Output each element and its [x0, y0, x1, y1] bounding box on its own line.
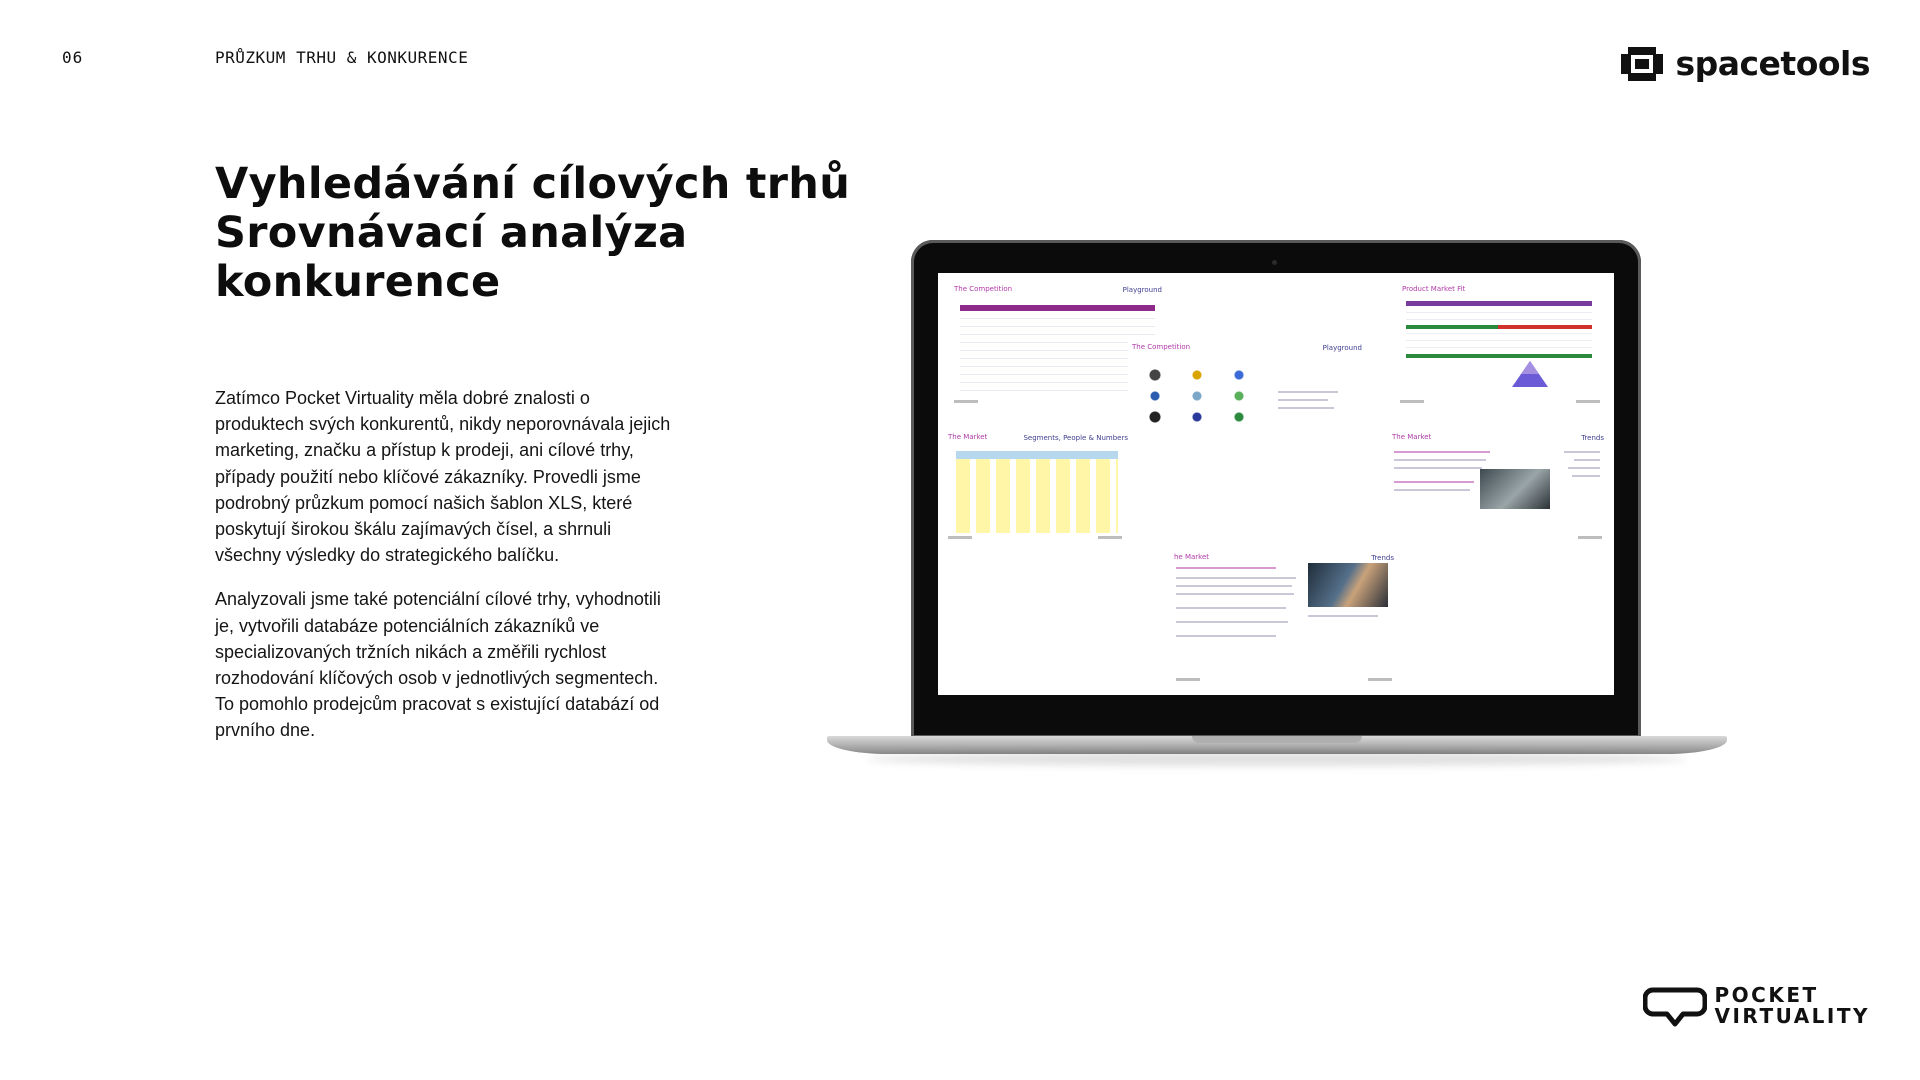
mini-text-line [1176, 607, 1286, 609]
mini-slide-product-market-fit [1392, 281, 1608, 409]
mini-text-line [1564, 451, 1600, 453]
mini-text-line [1394, 489, 1470, 491]
mini-text-line [1568, 467, 1600, 469]
mini-table [960, 305, 1155, 397]
paragraph-2: Analyzovali jsme také potenciální cílové trhy, vyhodnotili je, vytvořili databáze potenciálních zákazníků ve specializovaných tržních nikách a změřili rychlost rozhodování klíčových osob v jednotlivých segmentech. To pomohlo prodejcům pracovat s existující databází od prvního dne. [215, 589, 661, 741]
paragraph-1: Zatímco Pocket Virtuality měla dobré znalosti o produktech svých konkurentů, nikdy neporovnávala jejich marketing, značku a přístup k prodeji, ani cílové trhy, případy použití nebo klíčové zákazníky. Provedli jsme podrobný průzkum pomocí našich šablon XLS, které poskytují širokou škálu zajímavých čísel, a shrnuli všechny výsledky do strategického balíčku. [215, 388, 671, 566]
mini-text-line [1176, 577, 1296, 579]
spacetools-mark-icon [1621, 47, 1663, 81]
mini-text-line [1176, 593, 1294, 595]
logo-line-1: POCKET [1714, 983, 1819, 1007]
laptop-camera [1272, 260, 1277, 265]
title-line-3: konkurence [215, 257, 501, 307]
section-label: PRŮZKUM TRHU & KONKURENCE [215, 48, 469, 67]
title-line-2: Srovnávací analýza [215, 208, 688, 258]
mini-slide-title: Product Market Fit [1402, 285, 1466, 293]
laptop-screen [938, 273, 1614, 695]
mini-slide-title: The Competition [954, 285, 1013, 293]
mini-photo [1308, 563, 1388, 607]
laptop-shadow [867, 752, 1687, 766]
pocket-virtuality-wordmark [1715, 985, 1870, 1027]
laptop-mockup [827, 240, 1727, 770]
mini-slide-subtitle: Playground [1122, 286, 1162, 294]
mini-footer [954, 400, 978, 403]
mini-footer [1400, 400, 1424, 403]
mini-text-line [1572, 475, 1600, 477]
laptop-notch [1192, 736, 1362, 743]
mini-logo-grid [1134, 361, 1274, 431]
mini-footer [1176, 678, 1200, 681]
mini-slide-subtitle: Playground [1322, 344, 1362, 352]
mini-red-band [1498, 325, 1592, 329]
logo-line-2: VIRTUALITY [1714, 1004, 1870, 1028]
mini-pyramid-icon [1512, 361, 1548, 387]
mini-text-line [1394, 459, 1486, 461]
mini-slide-subtitle: Segments, People & Numbers [1023, 434, 1128, 442]
mini-slide-subtitle: Trends [1581, 434, 1604, 442]
mini-slide-subtitle: Trends [1371, 554, 1394, 562]
mini-text-line [1278, 407, 1334, 409]
mini-photo [1480, 469, 1550, 509]
mini-fit-table [1406, 301, 1592, 358]
mini-slide-market-trends [1388, 429, 1608, 543]
mini-slide-title: The Competition [1132, 343, 1191, 351]
mini-data-sheet [956, 451, 1118, 533]
spacetools-logo [1621, 44, 1870, 83]
spacetools-wordmark: spacetools [1675, 44, 1870, 83]
mini-text-line [1278, 391, 1338, 393]
mini-text-line [1176, 567, 1276, 569]
mini-footer [1578, 536, 1602, 539]
mini-text-line [1308, 615, 1378, 617]
mini-slide-title: The Market [948, 433, 988, 441]
mini-footer [1098, 536, 1122, 539]
pocket-virtuality-mark-icon [1643, 984, 1707, 1028]
page-number: 06 [62, 48, 84, 67]
mini-slide-market-trends-2 [1170, 549, 1398, 689]
mini-footer [948, 536, 972, 539]
mini-text-line [1394, 481, 1474, 483]
mini-footer [1368, 678, 1392, 681]
mini-text-line [1394, 451, 1490, 453]
mini-text-line [1176, 635, 1276, 637]
mini-text-line [1394, 467, 1482, 469]
mini-text-line [1278, 399, 1328, 401]
mini-text-line [1176, 585, 1292, 587]
mini-slide-title: The Market [1392, 433, 1432, 441]
mini-green-band [1406, 325, 1498, 329]
pocket-virtuality-logo [1643, 984, 1870, 1028]
mini-slide-competition-logos [1128, 339, 1368, 449]
body-text [215, 385, 675, 762]
title-line-1: Vyhledávání cílových trhů [215, 159, 851, 209]
laptop-lid [911, 240, 1641, 738]
mini-text-line [1176, 621, 1288, 623]
page-title [215, 160, 875, 307]
mini-footer [1576, 400, 1600, 403]
mini-slide-title: he Market [1174, 553, 1210, 561]
mini-slide-market-segments [942, 429, 1128, 543]
mini-text-line [1574, 459, 1600, 461]
